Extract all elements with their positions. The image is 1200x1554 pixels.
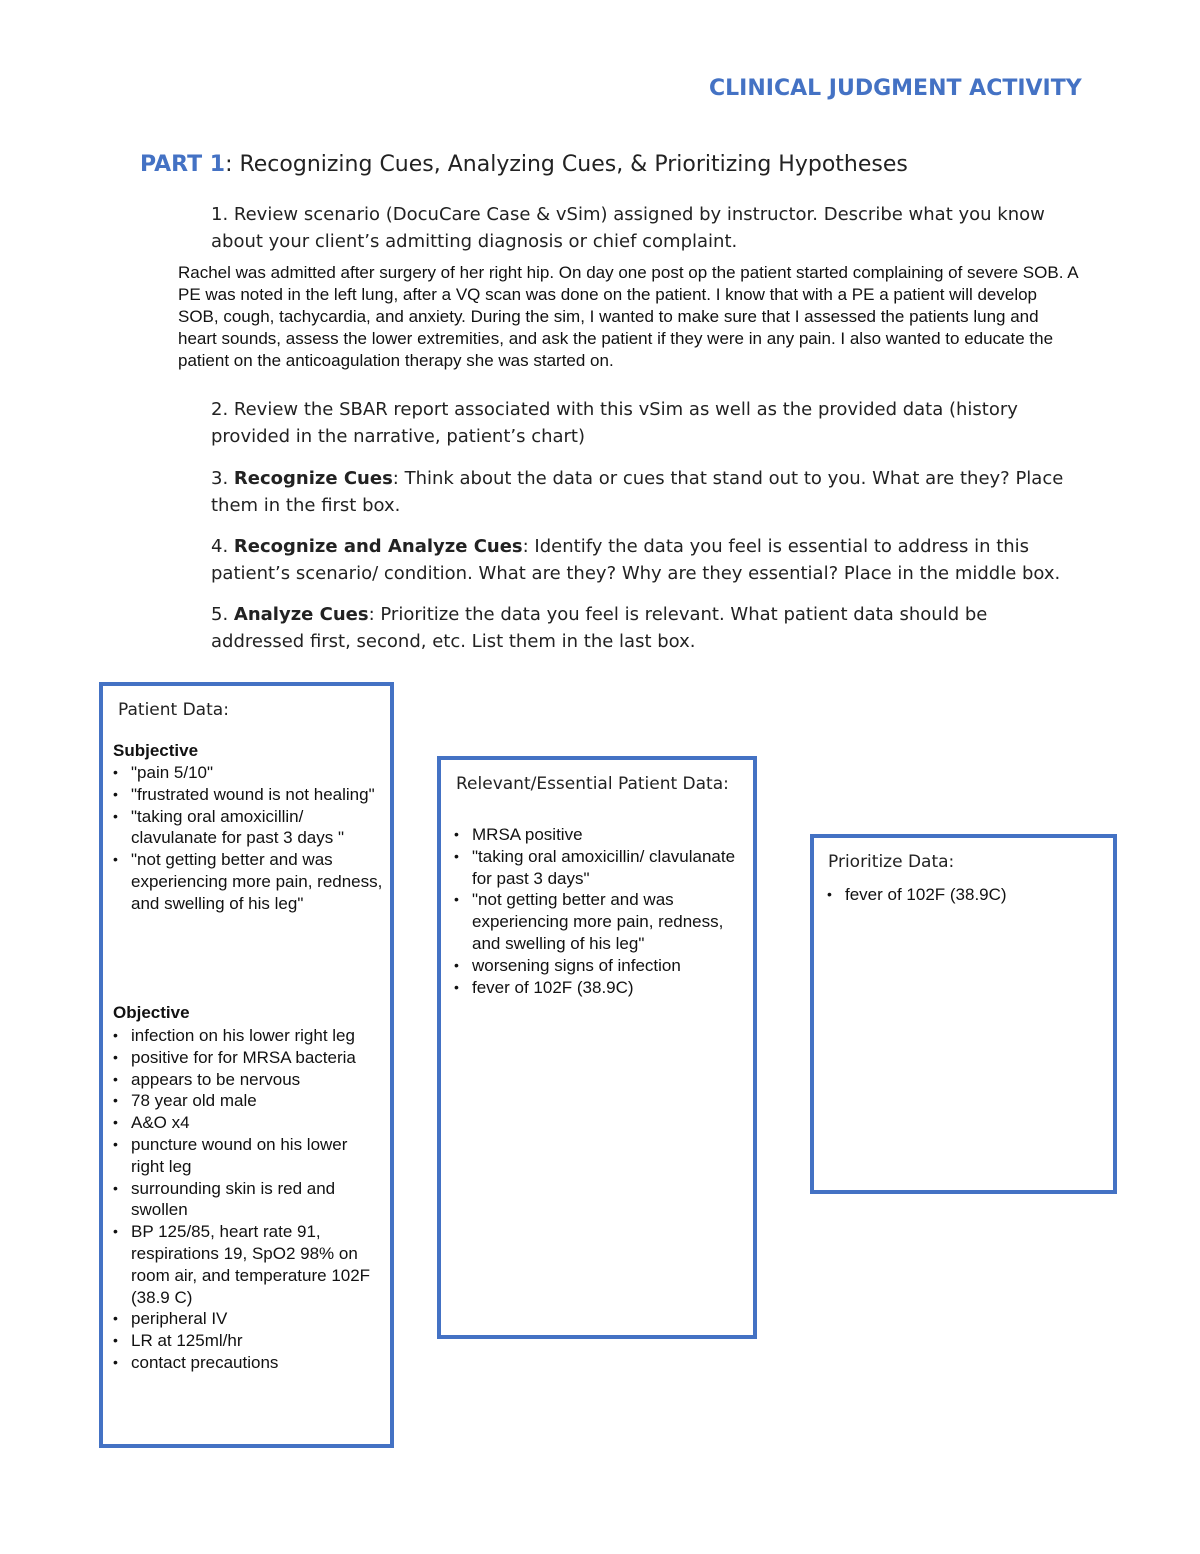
relevant-data-title: Relevant/Essential Patient Data: [456,774,729,794]
answer-1: Rachel was admitted after surgery of her right hip. On day one post op the patient started complaining of severe SOB. A PE was noted in the left lung, after a VQ scan was done on the patient. I know that with a PE a patient will develop SOB, cough, tachycardia, and anxiety. During the sim, I wanted to make sure that I assessed the patients lung and heart sounds, assess the lower extremities, and ask the patient if they were in any pain. I also wanted to educate the patient on the anticoagulation therapy she was started on. [178,263,1078,370]
question-5 [211,601,1071,655]
question-4-number: 4. [211,536,234,557]
part1-label: PART 1 [140,152,226,177]
question-2: 2. Review the SBAR report associated with this vSim as well as the provided data (history provided in the narrative, patient’s chart) [211,399,1018,447]
question-5-keyword: Analyze Cues [233,604,369,625]
list-item: • "frustrated wound is not healing" [113,784,383,806]
prioritize-data-list [827,884,1107,906]
question-5-text: : Prioritize the data you feel is relevant. What patient data should be addressed first, second, etc. List them in the last box. [211,604,988,652]
list-item: • puncture wound on his lower right leg [113,1134,383,1178]
list-item: • "not getting better and was experiencing more pain, redness, and swelling of his leg" [113,849,383,914]
relevant-data-list [454,824,744,998]
list-item: • fever of 102F (38.9C) [454,977,744,999]
list-item: • "taking oral amoxicillin/ clavulanate for past 3 days " [113,806,383,850]
prioritize-data-title: Prioritize Data: [828,852,955,872]
question-3-number: 3. [211,468,234,489]
list-item: • 78 year old male [113,1090,383,1112]
relevant-data-box [437,756,757,1339]
list-item: • BP 125/85, heart rate 91, respirations 19, SpO2 98% on room air, and temperature 102F (38.9 C) [113,1221,383,1308]
question-4-keyword: Recognize and Analyze Cues [233,536,523,557]
question-3 [211,465,1071,519]
page-header-title: CLINICAL JUDGMENT ACTIVITY [709,76,1082,101]
question-1: 1. Review scenario (DocuCare Case & vSim) assigned by instructor. Describe what you know about your client’s admitting diagnosis or chief complaint. [211,204,1045,252]
part1-heading [140,152,908,177]
list-item: • contact precautions [113,1352,383,1374]
list-item: • LR at 125ml/hr [113,1330,383,1352]
question-4 [211,533,1071,587]
question-4-text: : Identify the data you feel is essential to address in this patient’s scenario/ condition. What are they? Why are they essential? Place in the middle box. [211,536,1061,584]
subjective-list [113,762,383,915]
list-item: • MRSA positive [454,824,744,846]
list-item: • surrounding skin is red and swollen [113,1178,383,1222]
list-item: • peripheral IV [113,1308,383,1330]
list-item: • fever of 102F (38.9C) [827,884,1107,906]
list-item: • appears to be nervous [113,1069,383,1091]
part1-title: : Recognizing Cues, Analyzing Cues, & Prioritizing Hypotheses [225,152,908,177]
question-3-keyword: Recognize Cues [233,468,393,489]
list-item: • "not getting better and was experiencing more pain, redness, and swelling of his leg" [454,889,744,954]
list-item: • "pain 5/10" [113,762,383,784]
prioritize-data-box [810,834,1117,1194]
list-item: • infection on his lower right leg [113,1025,383,1047]
objective-heading: Objective [113,1003,190,1022]
patient-data-box [99,682,394,1448]
list-item: • positive for for MRSA bacteria [113,1047,383,1069]
list-item: • "taking oral amoxicillin/ clavulanate for past 3 days" [454,846,744,890]
subjective-heading: Subjective [113,741,199,760]
question-3-text: : Think about the data or cues that stand out to you. What are they? Place them in the first box. [211,468,1064,516]
objective-list [113,1025,383,1374]
question-5-number: 5. [211,604,234,625]
list-item: • A&O x4 [113,1112,383,1134]
patient-data-title: Patient Data: [118,700,229,720]
list-item: • worsening signs of infection [454,955,744,977]
